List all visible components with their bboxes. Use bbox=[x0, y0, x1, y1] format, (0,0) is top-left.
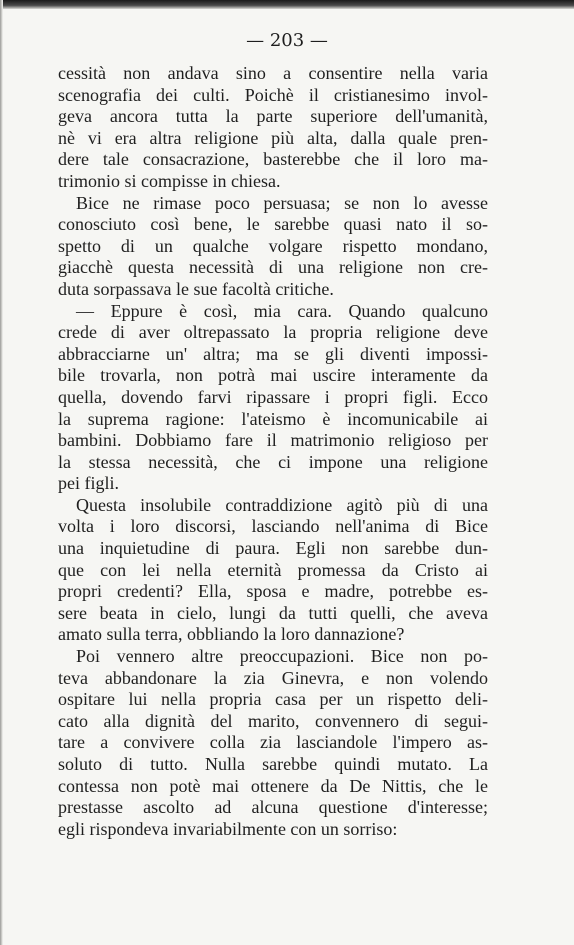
paragraph bbox=[58, 495, 488, 646]
body-text bbox=[58, 63, 488, 840]
text-line: duta sorpassava le sue facoltà critiche. bbox=[58, 278, 334, 299]
text-line: spetto di un qualche volgare rispetto mondano, bbox=[58, 235, 488, 256]
text-line: crede di aver oltrepassato la propria religione deve bbox=[58, 322, 488, 343]
text-line: trimonio si compisse in chiesa. bbox=[58, 170, 281, 191]
text-line: — Eppure è così, mia cara. Quando qualcuno bbox=[76, 300, 488, 321]
text-line: sere beata in cielo, lungi da tutti quelli, che aveva bbox=[58, 602, 488, 623]
text-line: Bice ne rimase poco persuasa; se non lo avesse bbox=[76, 192, 488, 213]
text-line: nè vi era altra religione più alta, dalla quale pren- bbox=[58, 127, 488, 148]
text-line: cessità non andava sino a consentire nella varia bbox=[58, 63, 488, 83]
paragraph bbox=[58, 63, 488, 193]
text-line: una inquietudine di paura. Egli non sarebbe dun- bbox=[58, 538, 488, 559]
text-line: bile trovarla, non potrà mai uscire interamente da bbox=[58, 365, 488, 386]
text-line: propri credenti? Ella, sposa e madre, potrebbe es- bbox=[58, 581, 488, 602]
page-number: — 203 — bbox=[246, 30, 328, 51]
paragraph bbox=[58, 301, 488, 495]
text-line: geva ancora tutta la parte superiore dell'umanità, bbox=[58, 106, 488, 127]
text-line: la stessa necessità, che ci impone una religione bbox=[58, 451, 488, 472]
text-line: amato sulla terra, obbliando la loro dannazione? bbox=[58, 624, 405, 645]
text-line: que con lei nella eternità promessa da Cristo ai bbox=[58, 559, 488, 580]
text-line: pei figli. bbox=[58, 473, 119, 494]
scan-left-edge bbox=[0, 0, 3, 945]
text-line: conosciuto così bene, le sarebbe quasi nato il so- bbox=[58, 214, 488, 235]
paragraph bbox=[58, 646, 488, 840]
paragraph bbox=[58, 193, 488, 301]
text-line: ospitare lui nella propria casa per un rispetto deli- bbox=[58, 689, 488, 710]
scan-top-shadow bbox=[0, 0, 574, 9]
text-line: cato alla dignità del marito, convennero di segui- bbox=[58, 710, 488, 731]
text-line: quella, dovendo farvi ripassare i propri figli. Ecco bbox=[58, 386, 488, 407]
text-line: la suprema ragione: l'ateismo è incomunicabile ai bbox=[58, 408, 488, 429]
text-line: Questa insolubile contraddizione agitò più di una bbox=[76, 494, 488, 515]
text-line: scenografia dei culti. Poichè il cristianesimo invol- bbox=[58, 84, 488, 105]
text-line: abbracciarne un' altra; ma se gli diventi impossi- bbox=[58, 343, 488, 364]
text-line: dere tale consacrazione, basterebbe che il loro ma- bbox=[58, 149, 488, 170]
text-line: teva abbandonare la zia Ginevra, e non volendo bbox=[58, 667, 488, 688]
text-line: soluto di tutto. Nulla sarebbe quindi mutato. La bbox=[58, 754, 488, 774]
text-line: prestasse ascolto ad alcuna questione d'interesse; bbox=[58, 797, 488, 818]
text-line: bambini. Dobbiamo fare il matrimonio religioso per bbox=[58, 430, 488, 451]
text-line: egli rispondeva invariabilmente con un sorriso: bbox=[58, 818, 398, 839]
text-line: giacchè questa necessità di una religione non cre- bbox=[58, 257, 488, 278]
text-line: Poi vennero altre preoccupazioni. Bice non po- bbox=[76, 646, 488, 667]
text-line: tare a convivere colla zia lasciandole l'impero as- bbox=[58, 732, 488, 753]
text-line: volta i loro discorsi, lasciando nell'anima di Bice bbox=[58, 516, 488, 537]
text-line: contessa non potè mai ottenere da De Nittis, che le bbox=[58, 775, 488, 796]
